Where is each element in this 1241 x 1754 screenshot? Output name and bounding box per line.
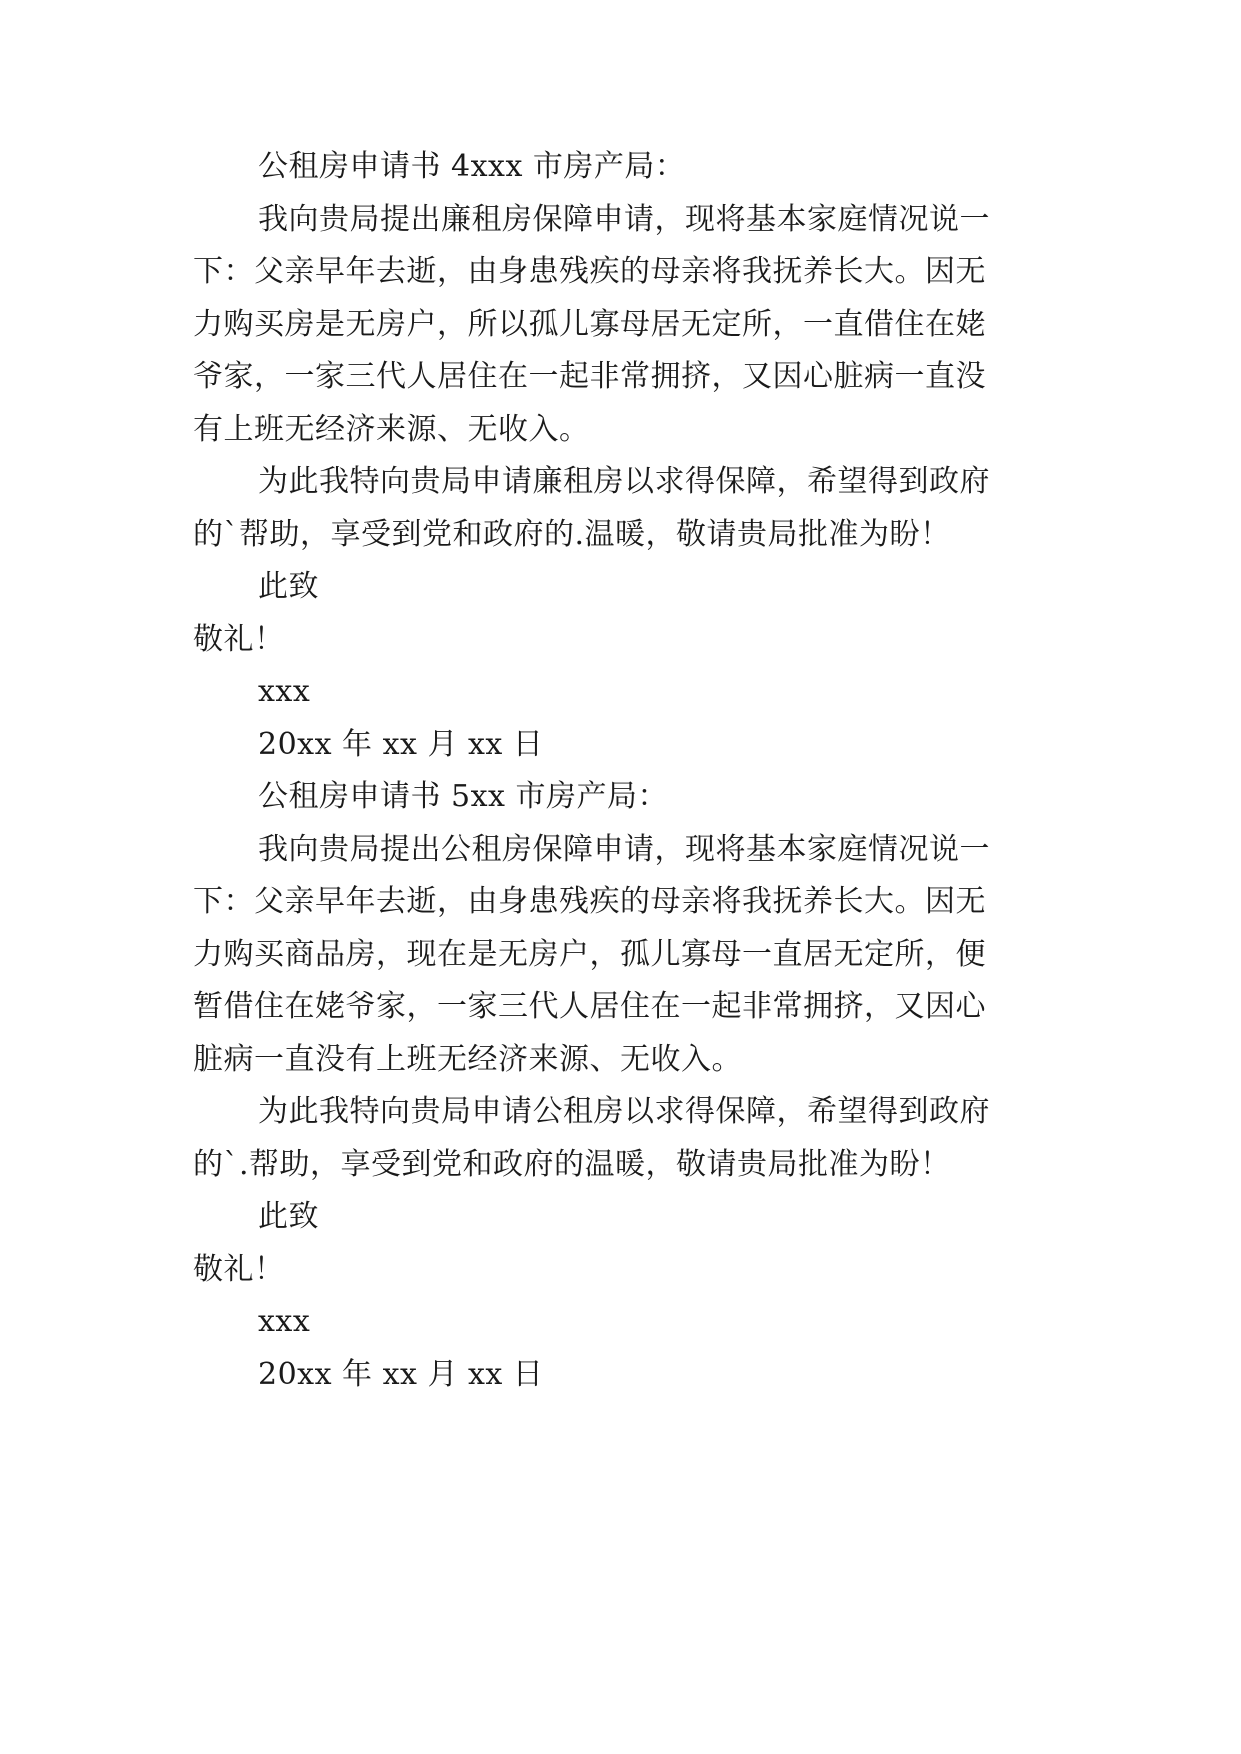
letter-1-heading: 公租房申请书 4xxx 市房产局： (258, 149, 686, 184)
letter-1-body-line-1: 我向贵局提出廉租房保障申请，现将基本家庭情况说一 (258, 202, 990, 237)
letter-2-body-line-3: 力购买商品房，现在是无房户，孤儿寡母一直居无定所，便 (193, 937, 986, 972)
letter-2-date: 20xx 年 xx 月 xx 日 (258, 1357, 544, 1392)
letter-2-body-line-2: 下：父亲早年去逝，由身患残疾的母亲将我抚养长大。因无 (193, 884, 986, 919)
letter-1-body-line-5: 有上班无经济来源、无收入。 (193, 412, 590, 447)
letter-1-body-line-3: 力购买房是无房户，所以孤儿寡母居无定所，一直借住在姥 (193, 307, 986, 342)
letter-1-body-line-4: 爷家，一家三代人居住在一起非常拥挤，又因心脏病一直没 (193, 359, 986, 394)
letter-1-closing-ci-zhi: 此致 (258, 569, 319, 604)
letter-1-signature: xxx (258, 674, 311, 709)
letter-2-closing-jing-li: 敬礼！ (193, 1252, 285, 1287)
letter-2-signature: xxx (258, 1304, 311, 1339)
letter-1-request-line-1: 为此我特向贵局申请廉租房以求得保障，希望得到政府 (258, 464, 990, 499)
letter-2-body-line-4: 暂借住在姥爷家，一家三代人居住在一起非常拥挤，又因心 (193, 989, 986, 1024)
letter-2-request-line-1: 为此我特向贵局申请公租房以求得保障，希望得到政府 (258, 1094, 990, 1129)
letter-2-heading: 公租房申请书 5xx 市房产局： (258, 779, 668, 814)
letter-2-body-line-5: 脏病一直没有上班无经济来源、无收入。 (193, 1042, 742, 1077)
letter-2-body-line-1: 我向贵局提出公租房保障申请，现将基本家庭情况说一 (258, 832, 990, 867)
letter-1-closing-jing-li: 敬礼！ (193, 622, 285, 657)
letter-1-date: 20xx 年 xx 月 xx 日 (258, 727, 544, 762)
letter-1-request-line-2: 的`帮助，享受到党和政府的.温暖，敬请贵局批准为盼！ (193, 517, 951, 552)
letter-1-body-line-2: 下：父亲早年去逝，由身患残疾的母亲将我抚养长大。因无 (193, 254, 986, 289)
letter-2-request-line-2: 的`.帮助，享受到党和政府的温暖，敬请贵局批准为盼！ (193, 1147, 951, 1182)
letter-2-closing-ci-zhi: 此致 (258, 1199, 319, 1234)
